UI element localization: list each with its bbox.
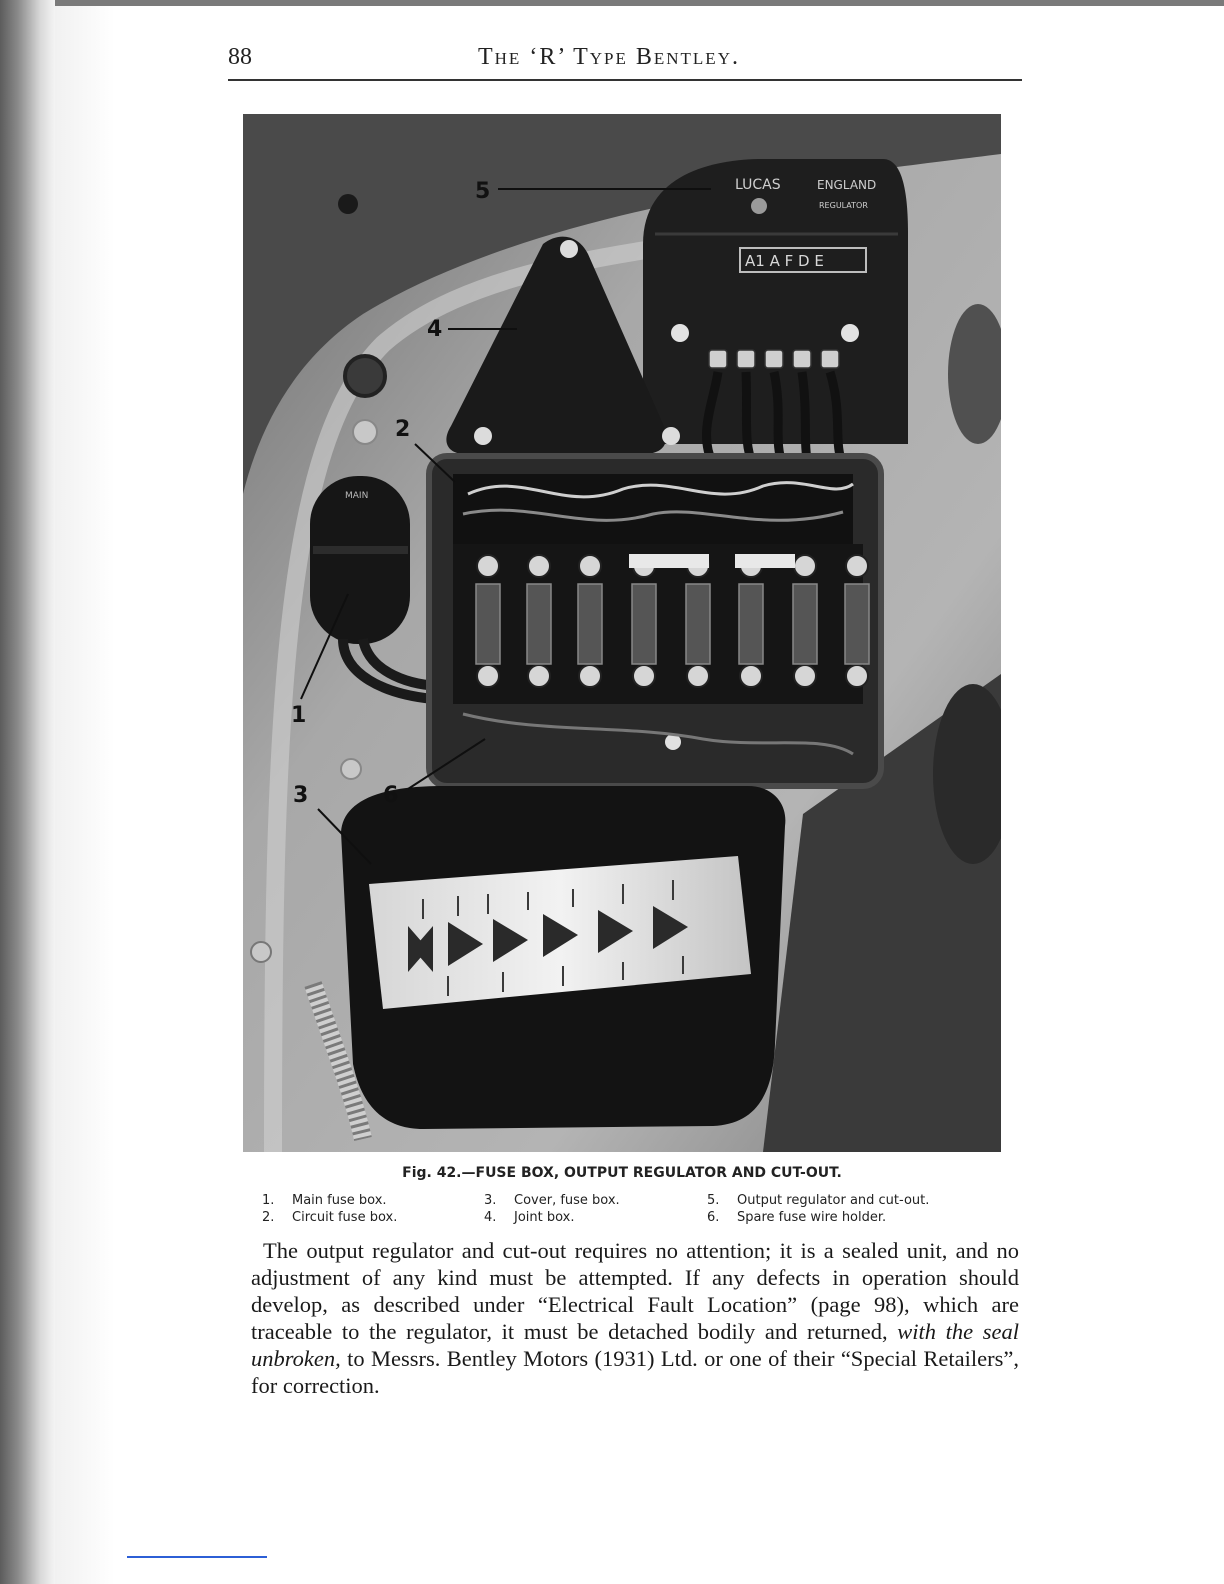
panel-nut <box>353 420 377 444</box>
regulator-type-label: REGULATOR <box>819 201 868 210</box>
running-title: The ‘R’ Type Bentley. <box>478 44 740 70</box>
legend-number: 3. <box>484 1193 497 1208</box>
callout-1: 1 <box>291 703 307 728</box>
fuse-box-cover <box>341 786 785 1129</box>
legend-number: 1. <box>262 1193 275 1208</box>
bottom-link-underline <box>127 1556 267 1558</box>
regulator-mount-screw <box>841 324 859 342</box>
legend-number: 6. <box>707 1210 720 1225</box>
legend-number: 4. <box>484 1210 497 1225</box>
regulator-brand-label: LUCAS <box>735 177 781 193</box>
panel-nut <box>341 759 361 779</box>
legend-text: Cover, fuse box. <box>514 1193 620 1208</box>
legend-item <box>262 1192 397 1209</box>
joint-box-screw <box>474 427 492 445</box>
legend-text: Circuit fuse box. <box>292 1210 398 1225</box>
legend-item <box>707 1209 929 1226</box>
callout-4: 4 <box>427 317 443 342</box>
regulator-mount-screw <box>671 324 689 342</box>
callout-5: 5 <box>475 179 491 204</box>
body-paragraph <box>251 1237 1019 1399</box>
legend-column <box>707 1192 929 1226</box>
circuit-fuse-box <box>429 456 881 786</box>
panel-hole <box>338 194 358 214</box>
regulator-terminal-label: A1 A F D E <box>745 252 824 270</box>
fuse-bar <box>629 554 709 568</box>
legend-text: Output regulator and cut-out. <box>737 1193 930 1208</box>
figure-photo <box>243 114 1001 1152</box>
legend-item <box>484 1192 620 1209</box>
legend-column <box>484 1192 620 1226</box>
header-rule <box>228 79 1022 81</box>
main-fuse-label: MAIN <box>345 491 369 501</box>
paragraph-text-start: The output regulator and cut-out requires no attention; it is a sealed unit, and no adjustment of any kind must be attempted. If any defects in operation should develop, as described under “Electrical Fault Location” (page 98), which are traceable to the regulator, it must be detached bodily and returned, <box>251 1238 1019 1344</box>
legend-text: Main fuse box. <box>292 1193 387 1208</box>
panel-grommet <box>345 356 385 396</box>
page-header <box>228 44 1020 82</box>
paragraph-text-end: to Messrs. Bentley Motors (1931) Ltd. or one of their “Special Retailers”, for correction. <box>251 1346 1019 1398</box>
legend-number: 5. <box>707 1193 720 1208</box>
output-regulator <box>643 159 908 464</box>
callout-6: 6 <box>383 783 399 808</box>
fuse-bar <box>735 554 795 568</box>
callout-3: 3 <box>293 783 309 808</box>
paragraph-emphasis: with the seal unbroken, <box>251 1319 1019 1371</box>
legend-item <box>262 1209 397 1226</box>
callout-2: 2 <box>395 417 411 442</box>
joint-box-screw <box>662 427 680 445</box>
fuse-box-photo <box>243 114 1001 1152</box>
regulator-country-label: ENGLAND <box>817 178 877 192</box>
legend-column <box>262 1192 397 1226</box>
paragraph-text <box>251 1237 1019 1399</box>
page-number: 88 <box>228 44 252 70</box>
legend-item <box>707 1192 929 1209</box>
scan-edge-left <box>0 0 55 1584</box>
legend-item <box>484 1209 620 1226</box>
figure-caption: Fig. 42.—FUSE BOX, OUTPUT REGULATOR AND CUT-OUT. <box>402 1165 842 1181</box>
legend-text: Joint box. <box>514 1210 575 1225</box>
legend-text: Spare fuse wire holder. <box>737 1210 887 1225</box>
legend-number: 2. <box>262 1210 275 1225</box>
regulator-screw <box>751 198 767 214</box>
panel-nut <box>251 942 271 962</box>
joint-box-screw <box>560 240 578 258</box>
